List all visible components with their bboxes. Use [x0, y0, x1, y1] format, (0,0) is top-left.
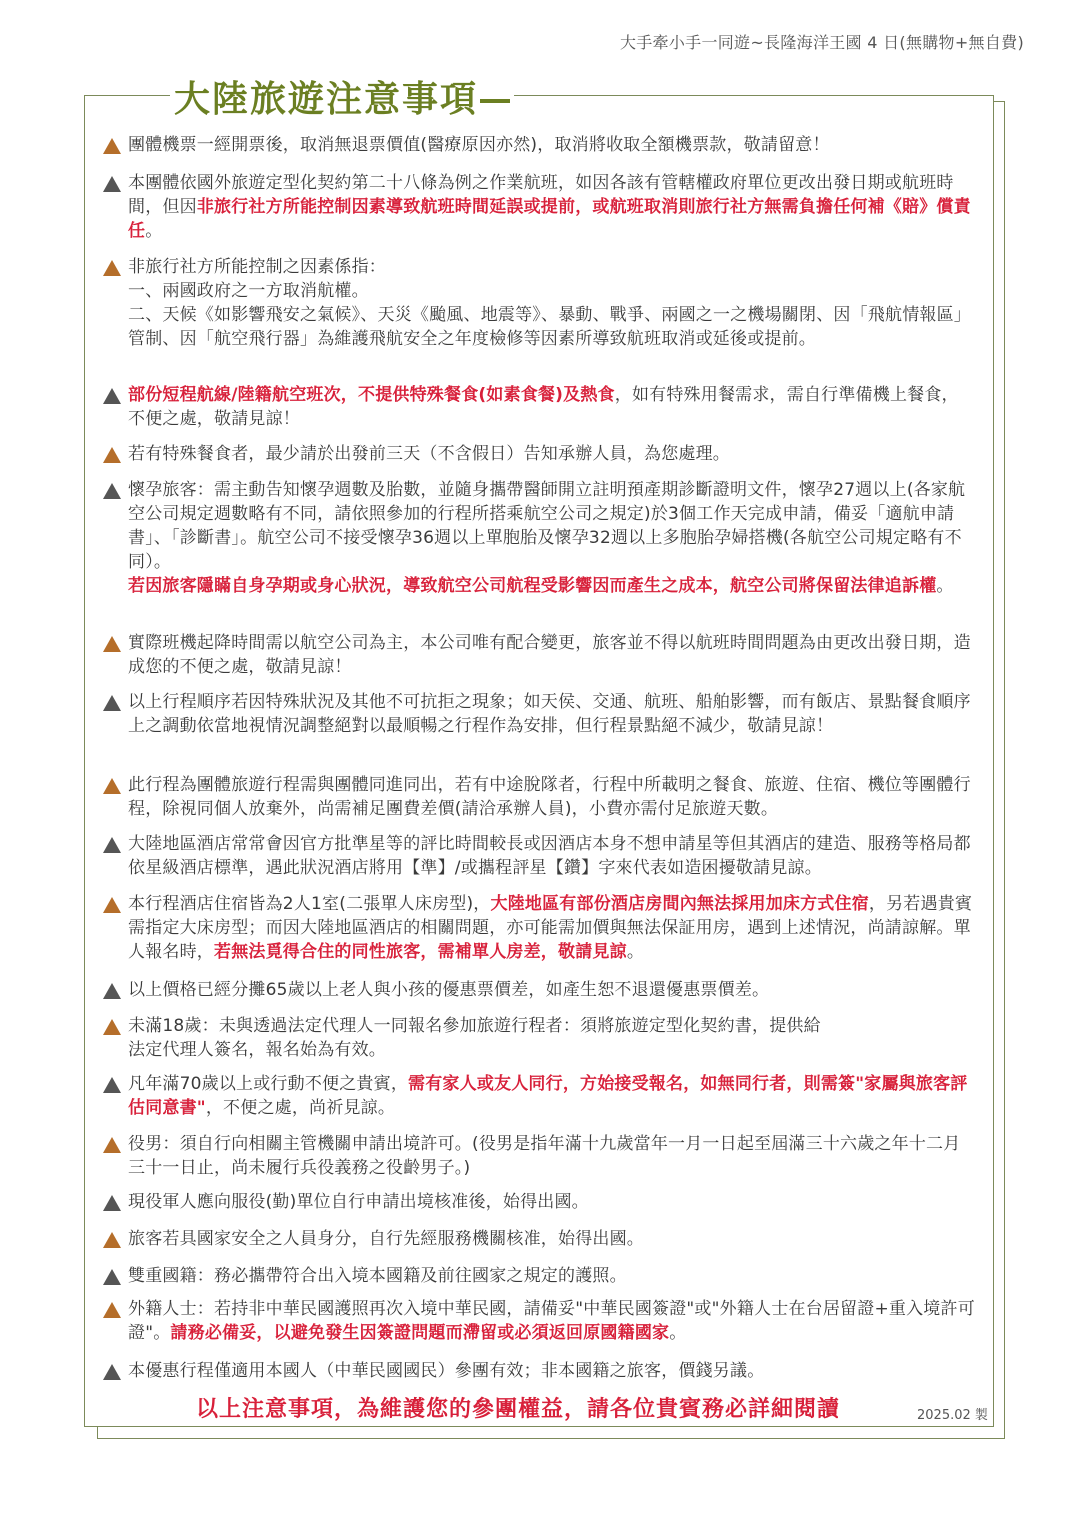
emphasis-text: 大陸地區有部份酒店房間內無法採用加床方式住宿: [490, 894, 869, 914]
notice-text: [128, 255, 975, 351]
notice-item: [103, 773, 975, 821]
notice-segment: 實際班機起降時間需以航空公司為主，本公司唯有配合變更，旅客並不得以航班時間問題為由更改出發日期，造成您的不便之處，敬請見諒！: [128, 633, 971, 677]
notice-text: [128, 1072, 975, 1120]
notice-text: [128, 1014, 975, 1062]
notice-item: [103, 631, 975, 679]
notice-segment: 役男：須自行向相關主管機關申請出境許可。(役男是指年滿十九歲當年一月一日起至屆滿三十六歲之年十二月三十一日止，尚未履行兵役義務之役齡男子。): [128, 1134, 961, 1178]
notice-segment: 本行程酒店住宿皆為2人1室(二張單人床房型)，: [128, 894, 491, 914]
notice-segment: 現役軍人應向服役(勤)單位自行申請出境核准後，始得出國。: [128, 1192, 589, 1212]
notice-segment: 本團體依國外旅遊定型化契約第二十八條為例之作業航班，如因各該有管轄權政府單位更改出發日期或航班時間，但因: [128, 173, 954, 217]
notice-segment: 凡年滿70歲以上或行動不便之貴賓，: [128, 1074, 409, 1094]
notice-segment: 若有特殊餐食者，最少請於出發前三天（不含假日）告知承辦人員，為您處理。: [128, 444, 730, 464]
notice-text: [128, 1227, 975, 1251]
notice-segment: 大陸地區酒店常常會因官方批準星等的評比時間較長或因酒店本身不想申請星等但其酒店的建造、服務等格局都依星級酒店標準，遇此狀況酒店將用【準】/或攜程評星【鑽】字來代表如造困擾敬請見諒。: [128, 834, 971, 878]
warning-triangle-icon: [103, 1302, 121, 1318]
notice-segment: 此行程為團體旅遊行程需與團體同進同出，若有中途脫隊者，行程中所載明之餐食、旅遊、住宿、機位等團體行程，除視同個人放棄外，尚需補足團費差價(請洽承辦人員)，小費亦需付足旅遊天數。: [128, 775, 971, 819]
notice-line: 一、兩國政府之一方取消航權。: [128, 281, 369, 301]
warning-triangle-icon: [103, 1232, 121, 1248]
notice-segment: 。: [936, 576, 954, 596]
warning-triangle-icon: [103, 983, 121, 999]
notice-segment: 以上行程順序若因特殊狀況及其他不可抗拒之現象；如天侯、交通、航班、船舶影響，而有飯店、景點餐食順序上之調動依當地視情況調整絕對以最順暢之行程作為安排，但行程景點絕不減少，敬請見諒！: [128, 692, 971, 736]
title-dash-decoration: [480, 99, 510, 103]
notice-text: [128, 1297, 975, 1345]
notice-item: [103, 383, 975, 431]
notice-segment: 。: [626, 942, 645, 962]
notice-segment: ，不便之處，尚祈見諒。: [205, 1098, 396, 1118]
notice-text: [128, 631, 975, 679]
warning-triangle-icon: [103, 778, 121, 794]
notice-segment: ，如有特殊用餐需求，需自行準備機上餐食，不便之處，敬請見諒！: [128, 385, 959, 429]
warning-triangle-icon: [103, 1019, 121, 1035]
emphasis-text: 若無法覓得合住的同性旅客，需補單人房差，敬請見諒: [214, 942, 627, 962]
warning-triangle-icon: [103, 837, 121, 853]
notice-segment: 懷孕旅客：需主動告知懷孕週數及胎數，並隨身攜帶醫師開立註明預產期診斷證明文件，懷孕27週以上(各家航空公司規定週數略有不同，請依照參加的行程所搭乘航空公司之規定)於3個工作天完成申請，備妥「適航申請書」、「診斷書」。航空公司不接受懷孕36週以上單胞胎及懷孕32週以上多胞胎孕婦搭機(各航空公司規定略有不同）。: [128, 480, 966, 572]
notice-segment: 以上價格已經分攤65歲以上老人與小孩的優惠票價差，如產生恕不退還優惠票價差。: [128, 980, 770, 1000]
notice-item: [103, 133, 975, 157]
notice-segment: ，另若遇貴賓需指定大床房型；而因大陸地區酒店的相關問題，亦可能需加價與無法保証用房，遇到上述情況，尚請諒解。單人報名時，: [128, 894, 973, 962]
warning-triangle-icon: [103, 695, 121, 711]
notice-segment: 本優惠行程僅適用本國人（中華民國國民）參團有效；非本國籍之旅客，價錢另議。: [128, 1361, 765, 1381]
warning-triangle-icon: [103, 636, 121, 652]
notice-item: [103, 255, 975, 351]
notice-line: 未滿18歲：未與透過法定代理人一同報名參加旅遊行程者：須將旅遊定型化契約書，提供給: [128, 1016, 821, 1036]
warning-triangle-icon: [103, 1269, 121, 1285]
emphasis-text: 若因旅客隱瞞自身孕期或身心狀況，導致航空公司航程受影響因而產生之成本，航空公司將保留法律追訴權: [128, 576, 937, 596]
warning-triangle-icon: [103, 176, 121, 192]
notice-item: [103, 1190, 975, 1214]
notice-segment: 。: [145, 221, 163, 241]
warning-triangle-icon: [103, 388, 121, 404]
notice-item: [103, 478, 975, 598]
notice-item: [103, 832, 975, 880]
notice-segment: 雙重國籍：務必攜帶符合出入境本國籍及前往國家之規定的護照。: [128, 1266, 627, 1286]
notice-text: [128, 133, 975, 157]
notice-line: 非旅行社方所能控制之因素係指：: [128, 257, 386, 277]
emphasis-text: 需有家人或友人同行，方始接受報名，如無同行者，則需簽"家屬與旅客評估同意書": [128, 1074, 968, 1118]
notice-item: [103, 978, 975, 1002]
notice-item: [103, 442, 975, 466]
warning-triangle-icon: [103, 1137, 121, 1153]
notice-item: [103, 1132, 975, 1180]
notice-text: [128, 1264, 975, 1288]
emphasis-text: 請務必備妥，以避免發生因簽證問題而滯留或必須返回原國籍國家: [170, 1323, 670, 1343]
notice-text: [128, 892, 975, 964]
footer-notice: 以上注意事項，為維護您的參團權益，請各位貴賓務必詳細閱讀: [196, 1397, 841, 1422]
notice-text: [128, 171, 975, 243]
notice-text: [128, 690, 975, 738]
notice-text: [128, 383, 975, 431]
section-title: [170, 76, 514, 124]
notice-text: [128, 1359, 975, 1383]
notice-item: [103, 1227, 975, 1251]
notice-item: [103, 1072, 975, 1120]
notice-segment: 團體機票一經開票後，取消無退票價值(醫療原因亦然)，取消將收取全額機票款，敬請留意！: [128, 135, 830, 155]
notice-item: [103, 1014, 975, 1062]
notice-text: [128, 773, 975, 821]
notice-segment: 。: [669, 1323, 687, 1343]
notice-line: 法定代理人簽名，報名始為有效。: [128, 1040, 386, 1060]
notice-segment: 外籍人士：若持非中華民國護照再次入境中華民國，請備妥"中華民國簽證"或"外籍人士在台居留證+重入境許可證"。: [128, 1299, 975, 1343]
warning-triangle-icon: [103, 1195, 121, 1211]
warning-triangle-icon: [103, 447, 121, 463]
notice-item: [103, 1297, 975, 1345]
emphasis-text: 非旅行社方所能控制因素導致航班時間延誤或提前，或航班取消則旅行社方無需負擔任何補《賠》償責任: [128, 197, 971, 241]
warning-triangle-icon: [103, 897, 121, 913]
notice-text: [128, 832, 975, 880]
notice-item: [103, 690, 975, 738]
notice-text: [128, 442, 975, 466]
emphasis-text: 部份短程航線/陸籍航空班次，不提供特殊餐食(如素食餐)及熱食: [128, 385, 615, 405]
warning-triangle-icon: [103, 138, 121, 154]
document-header-title: 大手牽小手一同遊~長隆海洋王國 4 日(無購物+無自費): [619, 33, 1024, 52]
notice-text: [128, 1190, 975, 1214]
warning-triangle-icon: [103, 1364, 121, 1380]
section-title-text: 大陸旅遊注意事項: [174, 79, 479, 120]
footer-date: 2025.02 製: [917, 1408, 988, 1423]
notice-item: [103, 1359, 975, 1383]
notice-item: [103, 892, 975, 964]
notice-item: [103, 1264, 975, 1288]
warning-triangle-icon: [103, 483, 121, 499]
notice-segment: 旅客若具國家安全之人員身分，自行先經服務機關核准，始得出國。: [128, 1229, 644, 1249]
notice-text: [128, 978, 975, 1002]
warning-triangle-icon: [103, 260, 121, 276]
notice-text: [128, 478, 975, 598]
warning-triangle-icon: [103, 1077, 121, 1093]
notice-line: 二、天候《如影響飛安之氣候》、天災《颱風、地震等》、暴動、戰爭、兩國之一之機場關閉、因「飛航情報區」管制、因「航空飛行器」為維護飛航安全之年度檢修等因素所導致航班取消或延後或提前。: [128, 305, 971, 349]
notice-text: [128, 1132, 975, 1180]
notice-item: [103, 171, 975, 243]
